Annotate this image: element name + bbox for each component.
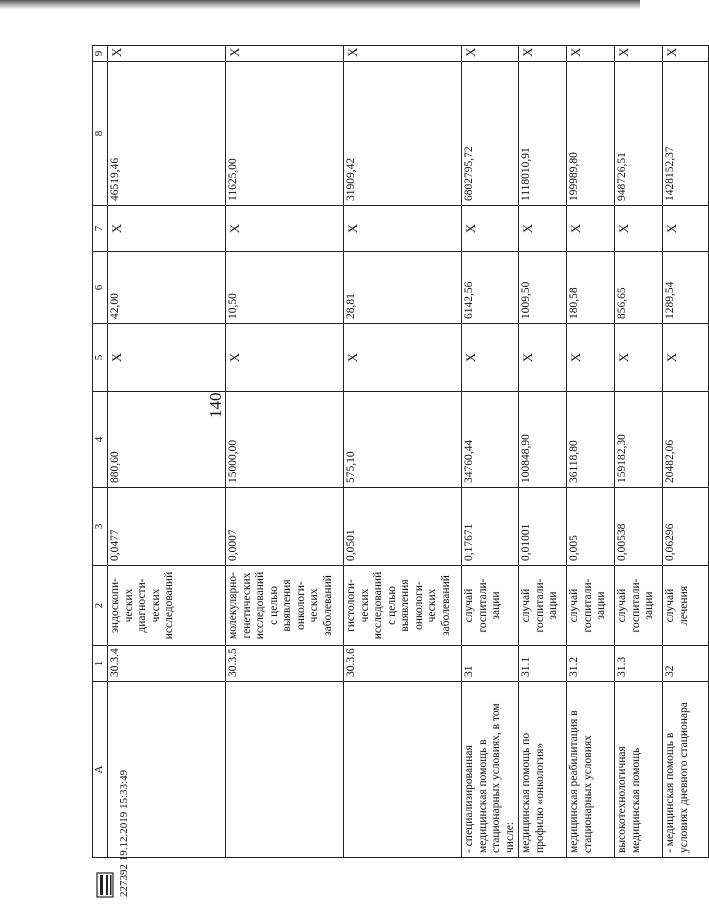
- footer-document-stamp: [118, 770, 130, 897]
- header-cell: 4: [93, 392, 108, 488]
- table-cell-unit: случай госпитали- зации: [519, 566, 567, 646]
- header-cell: А: [93, 682, 108, 858]
- table-cell-code: 30.3.4: [108, 646, 226, 682]
- table-cell-cost: 880,60: [108, 392, 226, 488]
- table-cell-c6: 42,00: [108, 252, 226, 324]
- table-cell-unit: случай госпитали- зации: [462, 566, 519, 646]
- table-cell-c5: Х: [567, 324, 615, 392]
- table-cell-c5: Х: [344, 324, 462, 392]
- table-cell-name: [344, 682, 462, 858]
- table-row: [108, 46, 226, 858]
- table-cell-c8: 948726,51: [615, 62, 663, 206]
- table-cell-c7: Х: [615, 206, 663, 252]
- header-cell: 8: [93, 62, 108, 206]
- table-cell-code: 31.2: [567, 646, 615, 682]
- table-cell-code: 31: [462, 646, 519, 682]
- table-header-row: [93, 46, 108, 858]
- table-cell-code: 31.3: [615, 646, 663, 682]
- table-cell-c7: Х: [344, 206, 462, 252]
- table-cell-c8: 1118010,91: [519, 62, 567, 206]
- table-cell-code: 32: [663, 646, 709, 682]
- table-cell-cost: 36118,80: [567, 392, 615, 488]
- table-cell-c9: Х: [615, 46, 663, 62]
- table-cell-unit: случай лечения: [663, 566, 709, 646]
- table-cell-name: [226, 682, 344, 858]
- table-cell-c8: 31909,42: [344, 62, 462, 206]
- table-cell-c5: Х: [615, 324, 663, 392]
- table-cell-c7: Х: [519, 206, 567, 252]
- table-cell-c9: Х: [344, 46, 462, 62]
- table-cell-code: 30.3.5: [226, 646, 344, 682]
- table-cell-c8: 6802795,72: [462, 62, 519, 206]
- header-cell: 9: [93, 46, 108, 62]
- table-cell-code: 30.3.6: [344, 646, 462, 682]
- table-cell-volume: 0,0501: [344, 488, 462, 566]
- table-cell-cost: 20482,06: [663, 392, 709, 488]
- table-row: [663, 46, 709, 858]
- table-cell-cost: 34760,44: [462, 392, 519, 488]
- table-cell-unit: эндоскопи- ческих диагности- ческих исследований: [108, 566, 226, 646]
- table-cell-volume: 0,005: [567, 488, 615, 566]
- table-cell-cost: 100848,90: [519, 392, 567, 488]
- table-cell-c5: Х: [519, 324, 567, 392]
- table-cell-c9: Х: [519, 46, 567, 62]
- table-row: [344, 46, 462, 858]
- table-cell-c6: 856,65: [615, 252, 663, 324]
- table-cell-c7: Х: [567, 206, 615, 252]
- table-cell-c9: Х: [226, 46, 344, 62]
- table-cell-unit: молекулярно- генетических исследований с целью выявления онкологи- ческих заболеваний: [226, 566, 344, 646]
- header-cell: 3: [93, 488, 108, 566]
- table-cell-name: медицинская помощь по профилю «онкология»: [519, 682, 567, 858]
- table-cell-volume: 0,0477: [108, 488, 226, 566]
- table-cell-code: 31.1: [519, 646, 567, 682]
- table-cell-unit: случай госпитали- зации: [615, 566, 663, 646]
- table-cell-volume: 0,01001: [519, 488, 567, 566]
- table-cell-c7: Х: [462, 206, 519, 252]
- data-table: [92, 45, 709, 858]
- page-number: 140: [206, 392, 225, 418]
- table-cell-c8: 1428152,37: [663, 62, 709, 206]
- table-cell-c8: 11625,00: [226, 62, 344, 206]
- consultant-stamp-icon: [96, 872, 114, 898]
- table-cell-c5: Х: [226, 324, 344, 392]
- table-cell-c8: 199989,80: [567, 62, 615, 206]
- table-cell-c6: 180,58: [567, 252, 615, 324]
- table-cell-name: медицинская реабилитация в стационарных условиях: [567, 682, 615, 858]
- table-cell-unit: случай госпитали- зации: [567, 566, 615, 646]
- table-cell-c5: Х: [108, 324, 226, 392]
- header-cell: 1: [93, 646, 108, 682]
- table-cell-cost: 15000,00: [226, 392, 344, 488]
- table-row: [615, 46, 663, 858]
- table-cell-c7: Х: [108, 206, 226, 252]
- table-cell-volume: 0,0007: [226, 488, 344, 566]
- table-cell-unit: гистологи- ческих исследований с целью выявления онкологи- ческих заболеваний: [344, 566, 462, 646]
- header-cell: 5: [93, 324, 108, 392]
- rotated-table-wrapper: [92, 46, 690, 858]
- table-cell-c9: Х: [567, 46, 615, 62]
- table-cell-cost: 159182,30: [615, 392, 663, 488]
- table-cell-c5: Х: [663, 324, 709, 392]
- table-cell-c5: Х: [462, 324, 519, 392]
- table-cell-c6: 28,81: [344, 252, 462, 324]
- header-cell: 2: [93, 566, 108, 646]
- table-row: [519, 46, 567, 858]
- table-cell-name: - медицинская помощь в условиях дневного стационара: [663, 682, 709, 858]
- table-cell-c9: Х: [663, 46, 709, 62]
- table-cell-volume: 0,17671: [462, 488, 519, 566]
- header-cell: 6: [93, 252, 108, 324]
- table-cell-c7: Х: [663, 206, 709, 252]
- table-cell-cost: 575,10: [344, 392, 462, 488]
- table-cell-c9: Х: [462, 46, 519, 62]
- table-cell-c6: 1289,54: [663, 252, 709, 324]
- footer-text: 227392 19.12.2019 15:33:49: [118, 769, 130, 897]
- table-cell-name: - специализированная медицинская помощь в стационарных условиях, в том числе:: [462, 682, 519, 858]
- table-cell-c9: Х: [108, 46, 226, 62]
- table-cell-c6: 1009,50: [519, 252, 567, 324]
- table-cell-volume: 0,06296: [663, 488, 709, 566]
- header-cell: 7: [93, 206, 108, 252]
- table-cell-volume: 0,00538: [615, 488, 663, 566]
- table-cell-name: высокотехнологичная медицинская помощь: [615, 682, 663, 858]
- table-cell-c6: 10,50: [226, 252, 344, 324]
- table-cell-c6: 6142,56: [462, 252, 519, 324]
- table-body: [108, 46, 709, 858]
- table-cell-c8: 46519,46: [108, 62, 226, 206]
- table-cell-c7: Х: [226, 206, 344, 252]
- table-row: [462, 46, 519, 858]
- table-row: [226, 46, 344, 858]
- table-row: [567, 46, 615, 858]
